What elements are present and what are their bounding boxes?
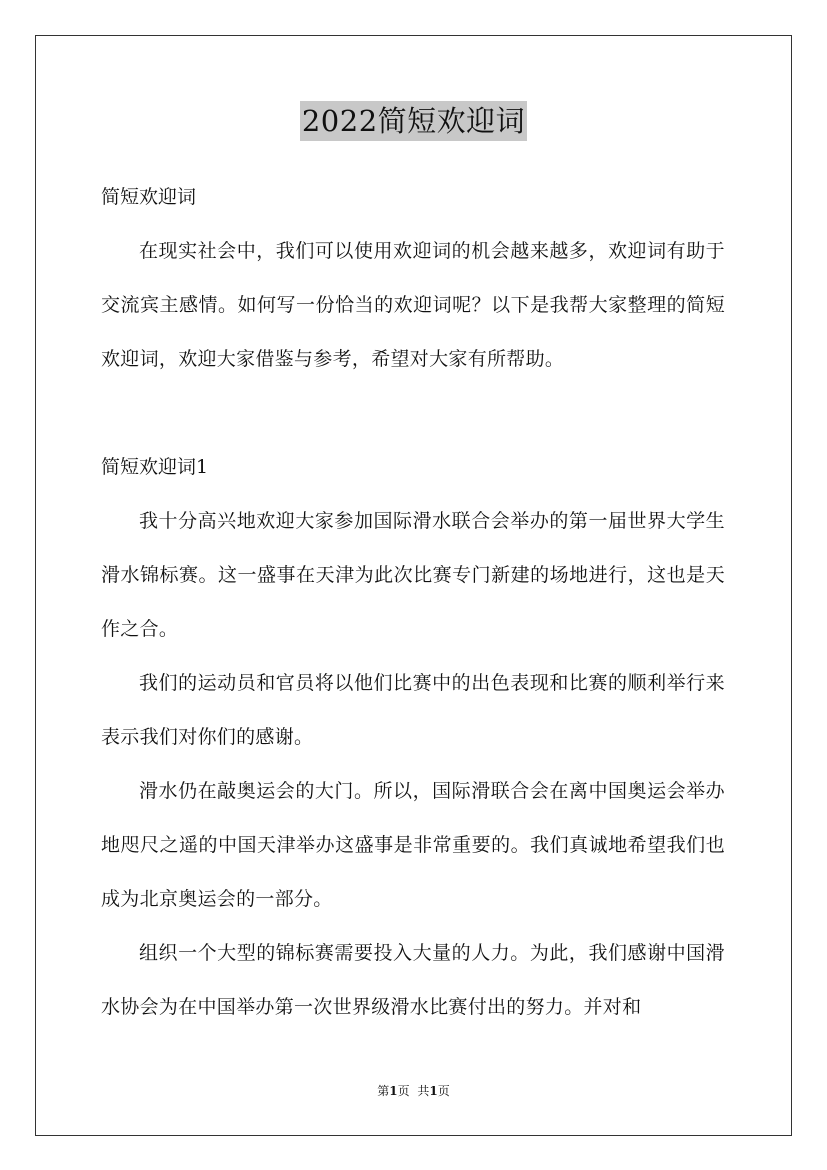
total-label-suffix: 页: [437, 1084, 450, 1098]
body-paragraph-3: 滑水仍在敲奥运会的大门。所以，国际滑联合会在离中国奥运会举办地咫尺之遥的中国天津举办这盛事是非常重要的。我们真诚地希望我们也成为北京奥运会的一部分。: [101, 780, 725, 910]
intro-paragraph: 在现实社会中，我们可以使用欢迎词的机会越来越多，欢迎词有助于交流宾主感情。如何写一份恰当的欢迎词呢？以下是我帮大家整理的简短欢迎词，欢迎大家借鉴与参考，希望对大家有所帮助。: [101, 240, 725, 370]
spacer: [101, 386, 725, 440]
page-label-prefix: 第: [377, 1084, 390, 1098]
section-heading: 简短欢迎词1: [101, 456, 209, 478]
document-title: 2022简短欢迎词: [300, 101, 527, 141]
body-paragraph-4: 组织一个大型的锦标赛需要投入大量的人力。为此，我们感谢中国滑水协会为在中国举办第一次世界级滑水比赛付出的努力。并对和: [101, 942, 725, 1018]
body-paragraph-2: 我们的运动员和官员将以他们比赛中的出色表现和比赛的顺利举行来表示我们对你们的感谢。: [101, 672, 725, 748]
title-container: [0, 101, 827, 141]
page-label-suffix: 页: [397, 1084, 410, 1098]
body-paragraph-1: 我十分高兴地欢迎大家参加国际滑水联合会举办的第一届世界大学生滑水锦标赛。这一盛事在天津为此次比赛专门新建的场地进行，这也是天作之合。: [101, 510, 725, 640]
document-body: [101, 170, 725, 1034]
page-footer: [0, 1083, 827, 1099]
intro-heading: 简短欢迎词: [101, 186, 197, 208]
total-pages: 1: [429, 1084, 438, 1098]
total-label-prefix: 共: [417, 1084, 430, 1098]
page-number: 1: [389, 1084, 398, 1098]
